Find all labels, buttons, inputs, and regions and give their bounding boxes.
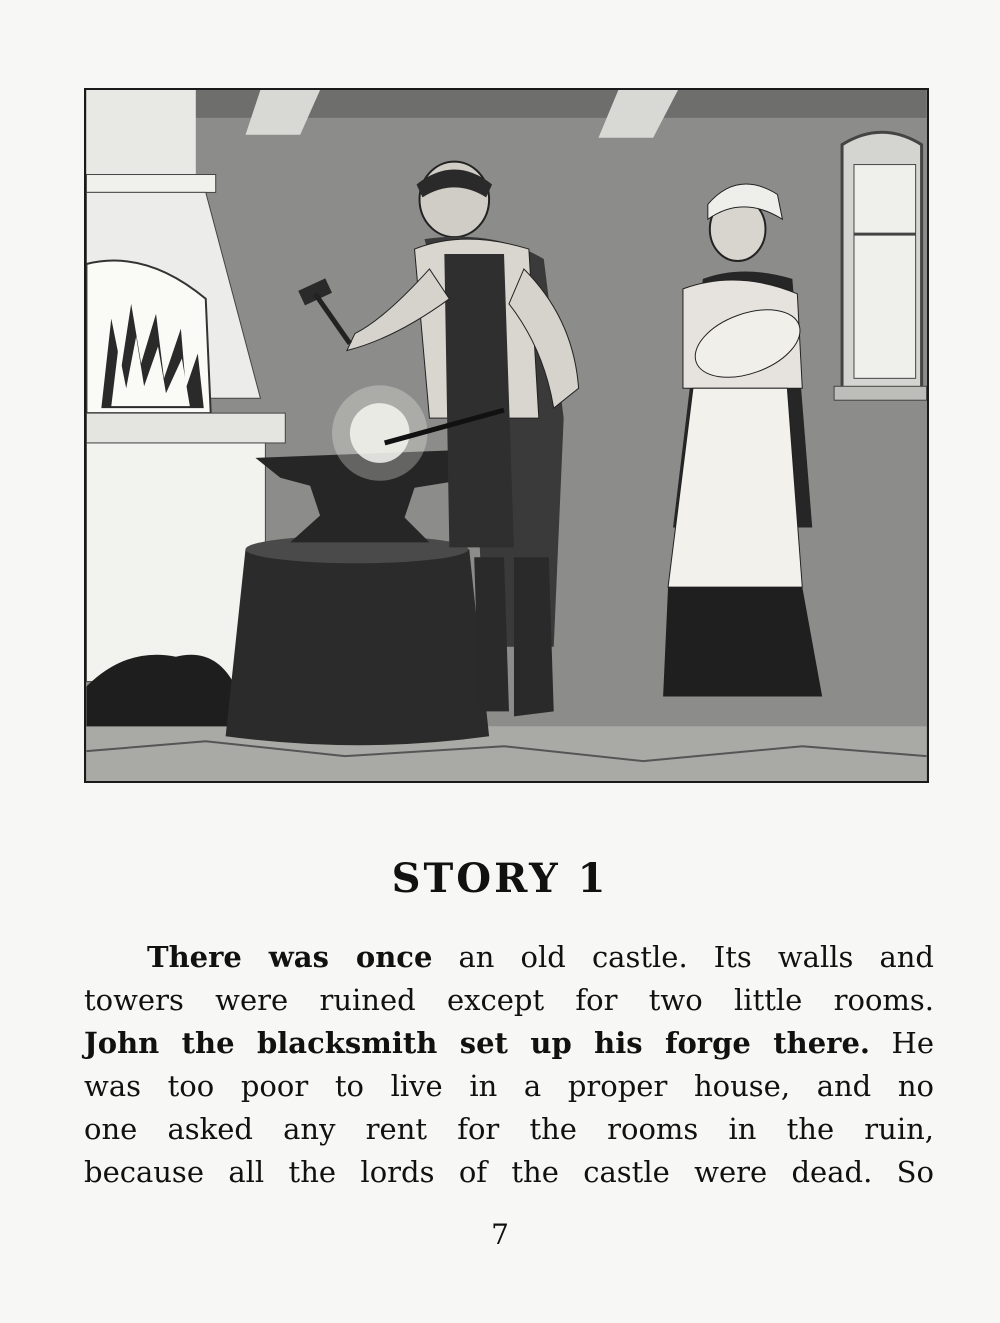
- text-segment: an old castle. Its walls and: [432, 940, 934, 974]
- bold-phrase: John the blacksmith set up his forge there.: [84, 1026, 870, 1060]
- story-line-6: because all the lords of the castle were dead. So: [84, 1155, 934, 1189]
- story-line-1: [84, 936, 934, 979]
- story-title: STORY 1: [391, 855, 609, 902]
- story-line-3: [84, 1022, 934, 1065]
- story-line-5: one asked any rent for the rooms in the ruin,: [84, 1112, 934, 1146]
- story-line-2: towers were ruined except for two little rooms.: [84, 983, 934, 1017]
- page-number: 7: [491, 1218, 509, 1251]
- story-body: [84, 936, 934, 1194]
- story-line-4: was too poor to live in a proper house, and no: [84, 1069, 934, 1103]
- story-illustration: [84, 88, 929, 783]
- text-segment: He: [870, 1026, 934, 1060]
- blacksmith-forge-drawing: [86, 90, 927, 781]
- bold-phrase: There was once: [147, 940, 433, 974]
